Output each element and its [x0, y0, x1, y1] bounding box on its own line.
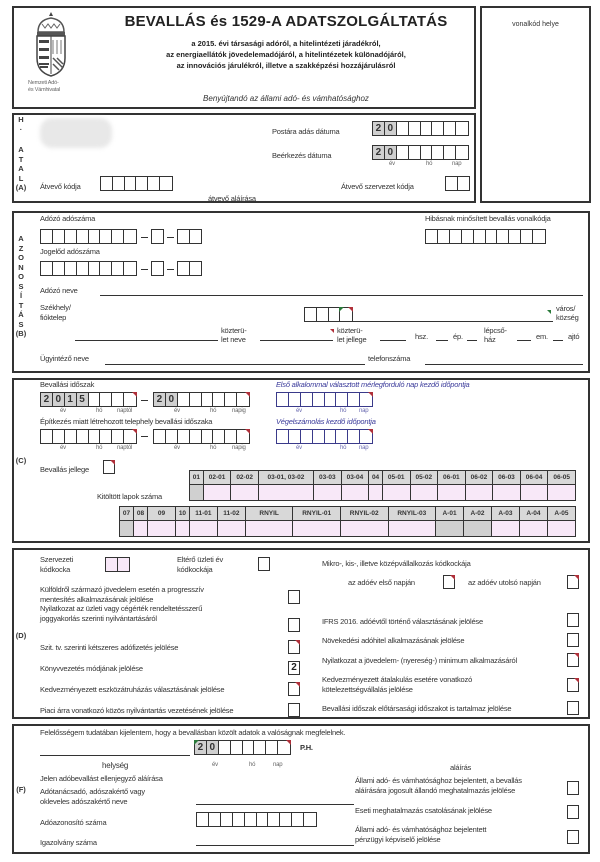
page-count-input[interactable] — [382, 485, 410, 501]
page-count-input[interactable] — [133, 521, 147, 537]
sme-first-day-label: az adóév első napján — [348, 578, 415, 587]
phone-label: telefonszáma — [368, 354, 411, 363]
sub-day: nap — [359, 408, 369, 414]
sub-year: év — [296, 408, 302, 414]
period-to-input[interactable] — [153, 392, 250, 407]
section-b-side-label: A Z O N O S Í T Á S (B) — [15, 234, 27, 338]
taxpayer-name-label: Adózó neve — [40, 286, 78, 295]
page-count-input[interactable] — [217, 521, 245, 537]
page-count-input — [190, 485, 204, 501]
declaration-text: Felelősségem tudatában kijelentem, hogy a bevallásban közölt adatok a valóságnak megfelelnek. — [40, 728, 346, 737]
org-code-label-1: Szervezeti — [40, 555, 74, 564]
occasional-auth-label: Eseti meghatalmazás csatolásának jelölése — [355, 806, 492, 815]
street-name-label-1: közterü- — [221, 326, 247, 335]
subtitle-line-2: az energiaellátók jövedelemadójáról, a hitelintézetek különadójáról, — [166, 50, 406, 59]
period-label: Bevallási időszak — [40, 380, 95, 389]
double-tax-label: Szit. tv. szerinti kétszeres adófizetés jelölése — [40, 643, 179, 652]
permanent-auth-checkbox[interactable] — [567, 781, 579, 795]
construction-to-input[interactable] — [153, 429, 250, 444]
page-title: BEVALLÁS és 1529-A ADATSZOLGÁLTATÁS — [124, 13, 448, 30]
sme-last-day-label: az adóév utolsó napján — [468, 578, 541, 587]
date-sub-day: nap — [452, 161, 462, 167]
page-count-input[interactable] — [548, 485, 576, 501]
logo-caption-1: Nemzeti Adó- — [28, 80, 59, 86]
receiver-org-code-label: Átvevő szervezet kódja — [341, 182, 414, 191]
section-d-side-label: (D) — [15, 631, 27, 640]
sub-year: év — [296, 445, 302, 451]
org-code-input[interactable] — [105, 557, 130, 572]
period-from-input[interactable] — [40, 392, 137, 407]
page-count-input[interactable] — [189, 521, 217, 537]
page-count-input[interactable] — [465, 485, 493, 501]
street-type-label-2: let jellege — [337, 335, 367, 344]
sub-month: hó — [96, 445, 103, 451]
page-column-header: 06-03 — [493, 471, 521, 485]
period-to-digit: 0 — [166, 393, 178, 406]
financial-rep-label-2: pénzügyi képviselő jelölése — [355, 835, 441, 844]
pre-company-label: Bevallási időszak előtársasági időszakot is tartalmaz jelölése — [322, 704, 512, 713]
sub-month: hó — [210, 408, 217, 414]
section-a-side-label: A T A L (A) — [15, 145, 27, 192]
first-fiscal-input[interactable] — [276, 392, 373, 407]
transformation-label-1: Kedvezményezett átalakulás esetére vonatkozó — [322, 675, 473, 684]
sme-first-day-checkbox[interactable] — [443, 575, 455, 589]
financial-rep-checkbox[interactable] — [567, 830, 579, 844]
place-input[interactable] — [40, 755, 190, 756]
sub-year: év — [60, 445, 66, 451]
stairs-input[interactable] — [517, 340, 531, 341]
stairs-label-1: lépcső- — [484, 326, 507, 335]
street-name-input[interactable] — [75, 340, 218, 341]
page-count-input[interactable] — [175, 521, 189, 537]
sub-day: nap — [273, 762, 283, 768]
page-column-header: A-01 — [436, 507, 464, 521]
sub-year: év — [60, 408, 66, 414]
page-column-header: RNYIL-02 — [340, 507, 388, 521]
growth-credit-label: Növekedési adóhitel alkalmazásának jelölése — [322, 636, 465, 645]
postal-date-digit: 0 — [385, 122, 397, 135]
seat-label-2: fióktelep — [40, 313, 67, 322]
taxpayer-tax-number-label: Adózó adószáma — [40, 214, 96, 223]
transformation-label-2: kötelezettségvállalás jelölése — [322, 685, 413, 694]
page-column-header: 03-01, 03-02 — [258, 471, 313, 485]
place-label: helység — [102, 761, 129, 770]
page-count-input[interactable] — [410, 485, 438, 501]
predecessor-tax-number-input[interactable] — [40, 261, 137, 276]
taxpayer-tax-number-input[interactable] — [40, 229, 137, 244]
street-type-extra-input[interactable] — [380, 340, 406, 341]
sub-month: hó — [340, 445, 347, 451]
return-type-checkbox[interactable] — [103, 460, 115, 474]
submit-to-label: Benyújtandó az állami adó- és vámhatósághoz — [203, 94, 369, 103]
page-count-input[interactable] — [203, 485, 231, 501]
receiver-signature-label: átvevő aláírása — [208, 194, 256, 203]
predecessor-tax-number-vat-input[interactable] — [151, 261, 164, 276]
page-column-header: RNYIL — [245, 507, 293, 521]
page-count-input[interactable] — [491, 521, 519, 537]
page-count-input[interactable] — [520, 485, 548, 501]
page-count-input[interactable] — [341, 485, 369, 501]
page-column-header: 09 — [147, 507, 175, 521]
cert-no-label: Igazolvány száma — [40, 838, 97, 847]
foreign-income-checkbox[interactable] — [288, 590, 300, 604]
building-label: ép. — [453, 332, 463, 341]
nav-logo — [28, 10, 72, 93]
administrator-input[interactable] — [105, 364, 365, 365]
goodwill-label-1: Nyilatkozat az üzleti vagy cégérték rendeltetésszerű — [40, 604, 203, 613]
page-count-input — [436, 521, 464, 537]
page-count-input[interactable] — [231, 485, 259, 501]
foreign-income-label-1: Külföldről származó jövedelem esetén a progresszív — [40, 585, 204, 594]
page-count-input[interactable] — [258, 485, 313, 501]
income-min-checkbox[interactable] — [567, 653, 579, 667]
page-count-input[interactable] — [369, 485, 383, 501]
signature-date-input[interactable] — [194, 740, 291, 755]
stairs-label-2: ház — [484, 335, 496, 344]
permanent-auth-label-2: aláírására jogosult állandó meghatalmazás jelölése — [355, 786, 516, 795]
faulty-barcode-input[interactable] — [425, 229, 546, 244]
sub-month: hó — [249, 762, 256, 768]
received-date-input[interactable] — [372, 145, 469, 160]
dash — [141, 237, 148, 238]
barcode-place-label: vonalkód helye — [512, 21, 559, 28]
page-column-header: 06-04 — [520, 471, 548, 485]
subtitle-line-3: az innovációs járulékról, illetve a szakképzési hozzájárulásról — [176, 61, 396, 70]
logo-caption-2: és Vámhivatal — [28, 87, 60, 93]
page-column-header: 06-01 — [438, 471, 466, 485]
section-c-side-label: (C) — [15, 456, 27, 465]
house-no-label: hsz. — [415, 332, 428, 341]
period-to-digit: 2 — [154, 393, 166, 406]
sub-day: napig — [232, 445, 246, 451]
floor-input[interactable] — [553, 340, 563, 341]
postal-date-label: Postára adás dátuma — [272, 127, 340, 136]
predecessor-tax-number-county-input[interactable] — [177, 261, 202, 276]
diff-year-label-2: kódkockája — [177, 565, 213, 574]
taxpayer-tax-number-vat-input[interactable] — [151, 229, 164, 244]
asset-transfer-label: Kedvezményezett eszközátruházás választásának jelölése — [40, 685, 225, 694]
redacted-area — [40, 118, 112, 148]
section-f-side-label: (F) — [16, 785, 26, 794]
sub-day: naptól — [117, 408, 133, 414]
final-settlement-label: Végelszámolás kezdő időpontja — [276, 417, 376, 426]
city-label-2: község — [556, 313, 579, 322]
market-price-label: Piaci árra vonatkozó közös nyilvántartás vezetésének jelölése — [40, 706, 234, 715]
street-name-label-2: let neve — [221, 335, 246, 344]
city-input[interactable] — [353, 321, 553, 322]
advisor-name-input[interactable] — [196, 804, 354, 805]
received-date-label: Beérkezés dátuma — [272, 151, 332, 160]
page-column-header: A-03 — [491, 507, 519, 521]
financial-rep-label-1: Állami adó- és vámhatósághoz bejelentett — [355, 825, 487, 834]
administrator-label: Ügyintéző neve — [40, 354, 89, 363]
received-date-digit: 0 — [385, 146, 397, 159]
building-input[interactable] — [467, 340, 477, 341]
floor-label: em. — [536, 332, 548, 341]
dash — [167, 237, 174, 238]
page-count-input[interactable] — [388, 521, 436, 537]
section-a-side-label-top: H · — [18, 115, 24, 134]
sub-month: hó — [210, 445, 217, 451]
tax-id-input[interactable] — [196, 812, 317, 827]
postal-date-digit: 2 — [373, 122, 385, 135]
page-column-header: A-02 — [464, 507, 492, 521]
page-column-header: RNYIL-03 — [388, 507, 436, 521]
diff-year-label-1: Eltérő üzleti év — [177, 555, 223, 564]
receiver-org-code-input[interactable] — [445, 176, 470, 191]
barcode-frame — [480, 6, 591, 203]
seat-label-1: Székhely/ — [40, 303, 71, 312]
page-column-header: A-04 — [519, 507, 547, 521]
return-type-label: Bevallás jellege — [40, 465, 89, 474]
page-column-header: 08 — [133, 507, 147, 521]
page-column-header: 01 — [190, 471, 204, 485]
page-count-input — [464, 521, 492, 537]
pages-count-label: Kitöltött lapok száma — [97, 492, 162, 501]
sme-last-day-checkbox[interactable] — [567, 575, 579, 589]
door-label: ajtó — [568, 332, 580, 341]
page-column-header: 02-01 — [203, 471, 231, 485]
advisor-label-2: okleveles adószakértő neve — [40, 797, 128, 806]
faulty-barcode-label: Hibásnak minősített bevallás vonalkódja — [425, 214, 551, 223]
org-code-label-2: kódkocka — [40, 565, 71, 574]
period-from-digit: 1 — [65, 393, 77, 406]
sme-label: Mikro-, kis-, illetve középvállalkozás kódkockája — [322, 559, 471, 568]
page-column-header: 06-02 — [465, 471, 493, 485]
page-count-input[interactable] — [438, 485, 466, 501]
city-label-1: város/ — [556, 304, 576, 313]
foreign-income-label-2: mentesítés alkalmazásának jelölése — [40, 595, 154, 604]
page-count-input[interactable] — [314, 485, 342, 501]
bookkeeping-label: Könyvvezetés módjának jelölése — [40, 664, 143, 673]
market-price-checkbox[interactable] — [288, 703, 300, 717]
taxpayer-tax-number-county-input[interactable] — [177, 229, 202, 244]
subtitle-line-1: a 2015. évi társasági adóról, a hitelintézeti járadékról, — [191, 39, 381, 48]
sub-year: év — [212, 762, 218, 768]
page-column-header: 03-04 — [341, 471, 369, 485]
page-count-input[interactable] — [293, 521, 341, 537]
page-column-header: 05-02 — [410, 471, 438, 485]
signature-label: aláírás — [450, 763, 472, 772]
received-date-digit: 2 — [373, 146, 385, 159]
diff-year-checkbox[interactable] — [258, 557, 270, 571]
page-column-header: 11-02 — [217, 507, 245, 521]
growth-credit-checkbox[interactable] — [567, 633, 579, 647]
period-from-digit: 0 — [53, 393, 65, 406]
advisor-label-1: Adótanácsadó, adószakértő vagy — [40, 787, 145, 796]
pre-company-checkbox[interactable] — [567, 701, 579, 715]
dash — [141, 269, 148, 270]
transformation-checkbox[interactable] — [567, 678, 579, 692]
first-fiscal-label: Első alkalommal választott mérlegforduló nap kezdő időpontja — [276, 380, 470, 389]
taxpayer-name-input[interactable] — [100, 295, 583, 296]
sub-month: hó — [96, 408, 103, 414]
tax-id-label: Adóazonosító száma — [40, 818, 107, 827]
receiver-code-input[interactable] — [100, 176, 173, 191]
dash — [141, 436, 148, 437]
sub-day: napig — [232, 408, 246, 414]
cert-no-input[interactable] — [196, 845, 354, 846]
page-column-header: 04 — [369, 471, 383, 485]
sub-day: naptól — [117, 445, 133, 451]
page-count-input[interactable] — [519, 521, 547, 537]
page-column-header: 11-01 — [189, 507, 217, 521]
page-column-header: 02-02 — [231, 471, 259, 485]
page-column-header: 07 — [120, 507, 134, 521]
street-type-label-1: közterü- — [337, 326, 363, 335]
page-count-input[interactable] — [245, 521, 293, 537]
city-marker-icon — [547, 310, 551, 314]
page-column-header: 05-01 — [382, 471, 410, 485]
ifrs-checkbox[interactable] — [567, 613, 579, 627]
page-column-header: 06-05 — [548, 471, 576, 485]
pages-table-row1 — [189, 470, 576, 501]
countersign-label: Jelen adóbevallást ellenjegyző aláírása — [40, 774, 163, 783]
sub-day: nap — [359, 445, 369, 451]
page-count-input[interactable] — [340, 521, 388, 537]
page-count-input[interactable] — [547, 521, 575, 537]
sub-year: év — [174, 408, 180, 414]
dash — [167, 269, 174, 270]
goodwill-checkbox[interactable] — [288, 618, 300, 632]
construction-period-label: Építkezés miatt létrehozott telephely bevallási időszaka — [40, 417, 213, 426]
sub-month: hó — [340, 408, 347, 414]
final-settlement-input[interactable] — [276, 429, 373, 444]
date-sub-year: év — [389, 161, 395, 167]
construction-from-input[interactable] — [40, 429, 137, 444]
date-sub-month: hó — [426, 161, 433, 167]
page-column-header: 10 — [175, 507, 189, 521]
income-min-label: Nyilatkozat a jövedelem- (nyereség-) minimum alkalmazásáról — [322, 656, 517, 665]
signature-date-digit: 2 — [195, 741, 207, 754]
postal-date-input[interactable] — [372, 121, 469, 136]
coat-of-arms-icon — [30, 10, 72, 78]
period-from-digit: 2 — [41, 393, 53, 406]
phone-input[interactable] — [425, 364, 583, 365]
period-from-digit: 5 — [77, 393, 89, 406]
page-count-input — [120, 521, 134, 537]
asset-transfer-checkbox[interactable] — [288, 682, 300, 696]
sub-year: év — [174, 445, 180, 451]
page-count-input[interactable] — [493, 485, 521, 501]
postal-code-input[interactable] — [304, 307, 353, 322]
house-no-input[interactable] — [436, 340, 448, 341]
page-column-header: A-05 — [547, 507, 575, 521]
bookkeeping-input[interactable]: 2 — [288, 661, 300, 675]
street-type-input[interactable] — [260, 340, 333, 341]
ifrs-label: IFRS 2016. adóévtől történő választásának jelölése — [322, 617, 483, 626]
goodwill-label-2: joggyakorlás szerinti nyilvántartásáról — [40, 614, 157, 623]
dash — [141, 400, 148, 401]
page-count-input[interactable] — [147, 521, 175, 537]
double-tax-checkbox[interactable] — [288, 640, 300, 654]
pages-table-row2 — [119, 506, 576, 537]
permanent-auth-label-1: Állami adó- és vámhatósághoz bejelentett, a bevallás — [355, 776, 522, 785]
receiver-code-label: Átvevő kódja — [40, 182, 81, 191]
occasional-auth-checkbox[interactable] — [567, 805, 579, 819]
page-column-header: RNYIL-01 — [293, 507, 341, 521]
predecessor-tax-number-label: Jogelőd adószáma — [40, 247, 100, 256]
street-type-marker-icon — [330, 329, 334, 333]
page-column-header: 03-03 — [314, 471, 342, 485]
stamp-label: P.H. — [300, 743, 313, 752]
signature-date-digit: 0 — [207, 741, 219, 754]
